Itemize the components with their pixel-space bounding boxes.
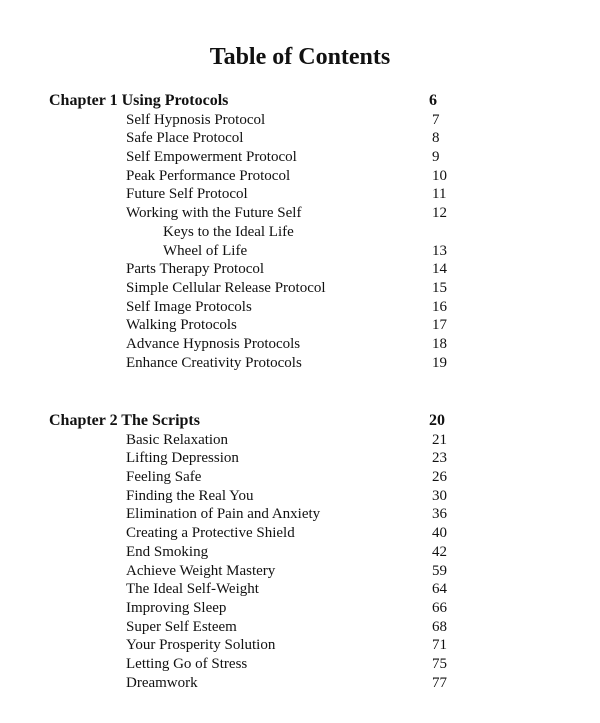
toc-entry-title: Creating a Protective Shield [126, 525, 295, 542]
toc-entry-page-number: 17 [432, 317, 447, 334]
toc-entry-page-number: 13 [432, 242, 447, 259]
toc-entry-title: Working with the Future Self [126, 205, 302, 222]
toc-entry [0, 148, 600, 167]
toc-entry [0, 279, 600, 298]
toc-entry-title: Improving Sleep [126, 599, 227, 616]
toc-entry-page-number: 16 [432, 298, 447, 315]
toc-entry-title: Future Self Protocol [126, 186, 248, 203]
toc-entry-title: Walking Protocols [126, 317, 237, 334]
toc-entry-title: Super Self Esteem [126, 618, 237, 635]
toc-entry-page-number: 40 [432, 525, 447, 542]
toc-entry [0, 129, 600, 148]
toc-entry-page-number: 30 [432, 487, 447, 504]
toc-entry-page-number: 68 [432, 618, 447, 635]
toc-entry [0, 185, 600, 204]
toc-entry [0, 562, 600, 581]
toc-entry [0, 354, 600, 373]
toc-entry [0, 636, 600, 655]
toc-entry [0, 431, 600, 450]
toc-entry-page-number: 9 [432, 149, 440, 166]
toc-entry-page-number: 42 [432, 543, 447, 560]
toc-entry-title: Self Empowerment Protocol [126, 149, 297, 166]
toc-entry-page-number: 36 [432, 506, 447, 523]
toc-entry [0, 335, 600, 354]
toc-entry [0, 487, 600, 506]
toc-entry [0, 204, 600, 223]
page-title: Table of Contents [209, 44, 391, 70]
toc-entry [0, 316, 600, 335]
toc-entry-title: Self Image Protocols [126, 298, 252, 315]
toc-entry-page-number: 71 [432, 637, 447, 654]
chapter-heading: Chapter 2 The Scripts [49, 412, 200, 429]
toc-entry [0, 111, 600, 130]
toc-entry-title: Letting Go of Stress [126, 655, 248, 672]
toc-entry-page-number: 77 [432, 674, 447, 691]
toc-subentry [0, 223, 600, 242]
toc-entry [0, 543, 600, 562]
chapter-page-number: 6 [429, 92, 437, 109]
toc-entry-title: Achieve Weight Mastery [126, 562, 276, 579]
toc-entry-page-number: 8 [432, 130, 440, 147]
toc-entry-page-number: 15 [432, 279, 447, 296]
chapter-heading: Chapter 1 Using Protocols [49, 92, 229, 109]
toc-entry-page-number: 64 [432, 581, 447, 598]
toc-entry [0, 298, 600, 317]
toc-entry-page-number: 23 [432, 450, 447, 467]
toc-entry-page-number: 59 [432, 562, 447, 579]
toc-entry-page-number: 75 [432, 655, 447, 672]
toc-entry-page-number: 10 [432, 167, 447, 184]
toc-entry-title: Self Hypnosis Protocol [126, 111, 266, 128]
toc-entry-title: Elimination of Pain and Anxiety [126, 506, 321, 523]
toc-entry-title: Advance Hypnosis Protocols [126, 335, 301, 352]
toc-entry [0, 505, 600, 524]
toc-entry-title: The Ideal Self-Weight [126, 581, 259, 598]
toc-entry-title: Basic Relaxation [126, 431, 229, 448]
toc-entry-page-number: 26 [432, 469, 447, 486]
toc-entry [0, 260, 600, 279]
toc-entry [0, 580, 600, 599]
toc-entry-title: Finding the Real You [126, 487, 254, 504]
toc-entry-title: Enhance Creativity Protocols [126, 354, 302, 371]
toc-entry-page-number: 18 [432, 335, 447, 352]
toc-entry [0, 167, 600, 186]
toc-entry-page-number: 11 [432, 186, 447, 203]
toc-entry-title: Wheel of Life [163, 242, 248, 259]
toc-entry [0, 599, 600, 618]
toc-entry [0, 655, 600, 674]
toc-entry-page-number: 21 [432, 431, 447, 448]
toc-entry-page-number: 66 [432, 599, 447, 616]
toc-entry-page-number: 12 [432, 205, 447, 222]
toc-entry-title: Dreamwork [126, 674, 198, 691]
toc-entry-title: Safe Place Protocol [126, 130, 244, 147]
toc-entry-title: Peak Performance Protocol [126, 167, 291, 184]
toc-entry [0, 468, 600, 487]
toc-entry-title: End Smoking [126, 543, 209, 560]
toc-entry-title: Keys to the Ideal Life [163, 223, 294, 240]
toc-entry [0, 524, 600, 543]
toc-entry [0, 674, 600, 693]
toc-entry-page-number: 19 [432, 354, 447, 371]
chapter-2-section [0, 412, 600, 692]
toc-entry-title: Lifting Depression [126, 450, 239, 467]
chapter-page-number: 20 [429, 412, 445, 429]
toc-entry-title: Feeling Safe [126, 469, 202, 486]
toc-subentry [0, 242, 600, 261]
toc-entry [0, 449, 600, 468]
chapter-heading-row [0, 92, 600, 111]
toc-entry-page-number: 14 [432, 261, 447, 278]
toc-entry [0, 618, 600, 637]
toc-entry-title: Your Prosperity Solution [126, 637, 276, 654]
chapter-heading-row [0, 412, 600, 431]
toc-entry-title: Parts Therapy Protocol [126, 261, 265, 278]
toc-entry-title: Simple Cellular Release Protocol [126, 279, 326, 296]
toc-entry-page-number: 7 [432, 111, 440, 128]
chapter-1-section [0, 92, 600, 372]
